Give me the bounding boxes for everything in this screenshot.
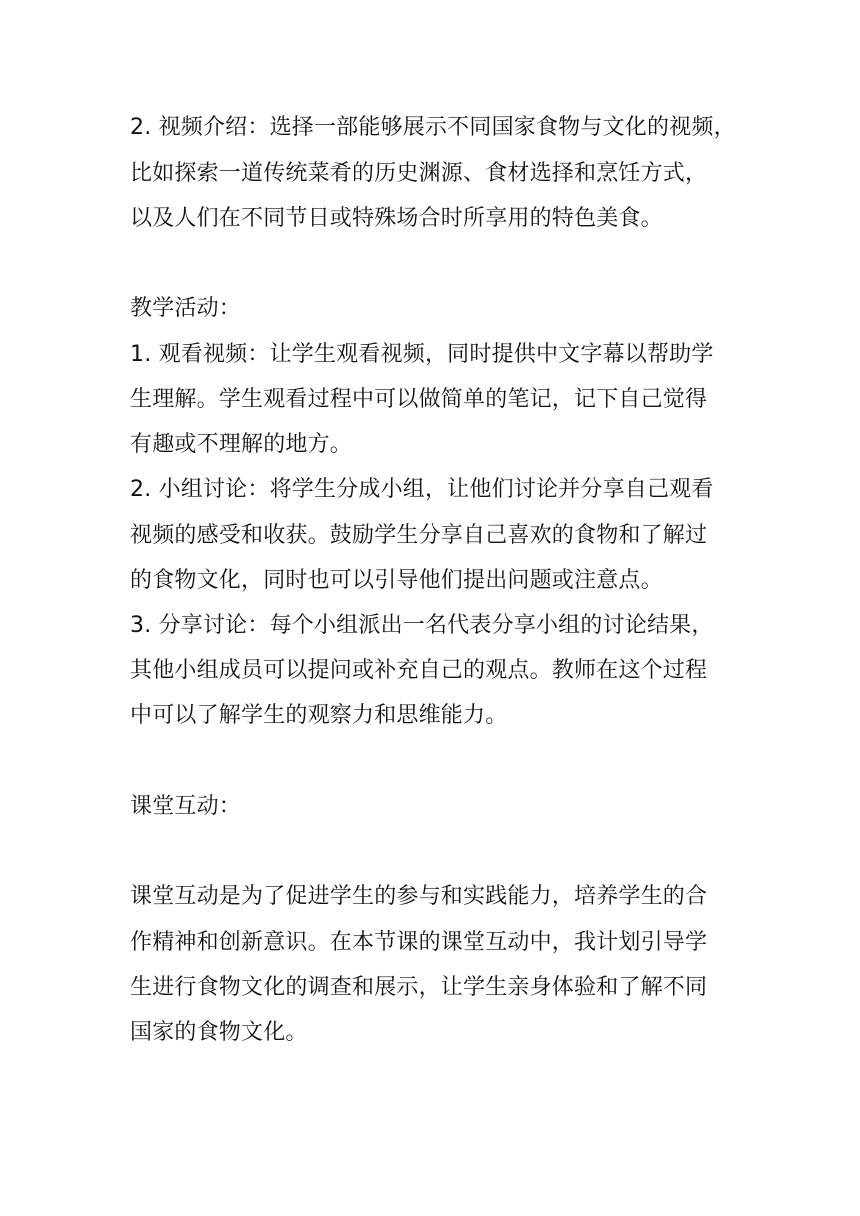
activities-line-5: 视频的感受和收获。鼓励学生分享自己喜欢的食物和了解过 (130, 523, 708, 548)
interaction-line-1: 课堂互动是为了促进学生的参与和实践能力，培养学生的合 (130, 884, 708, 909)
activities-line-3: 有趣或不理解的地方。 (130, 432, 353, 457)
activities-heading: 教学活动： (130, 296, 242, 321)
activities-line-8: 其他小组成员可以提问或补充自己的观点。教师在这个过程 (130, 658, 708, 683)
video-intro-line-2: 比如探索一道传统菜肴的历史渊源、食材选择和烹饪方式， (130, 161, 708, 186)
interaction-heading: 课堂互动： (130, 794, 242, 819)
interaction-line-3: 生进行食物文化的调查和展示，让学生亲身体验和了解不同 (130, 975, 708, 1000)
activities-line-1: 1. 观看视频：让学生观看视频，同时提供中文字幕以帮助学 (130, 342, 714, 367)
activities-line-4: 2. 小组讨论：将学生分成小组，让他们讨论并分享自己观看 (130, 477, 714, 502)
activities-line-9: 中可以了解学生的观察力和思维能力。 (130, 703, 508, 728)
activities-line-2: 生理解。学生观看过程中可以做简单的笔记，记下自己觉得 (130, 387, 708, 412)
video-intro-line-3: 以及人们在不同节日或特殊场合时所享用的特色美食。 (130, 206, 663, 231)
activities-line-6: 的食物文化，同时也可以引导他们提出问题或注意点。 (130, 568, 663, 593)
video-intro-line-1: 2. 视频介绍：选择一部能够展示不同国家食物与文化的视频， (130, 115, 736, 140)
activities-line-7: 3. 分享讨论：每个小组派出一名代表分享小组的讨论结果， (130, 613, 714, 638)
interaction-line-2: 作精神和创新意识。在本节课的课堂互动中，我计划引导学 (130, 930, 708, 955)
interaction-line-4: 国家的食物文化。 (130, 1020, 308, 1045)
